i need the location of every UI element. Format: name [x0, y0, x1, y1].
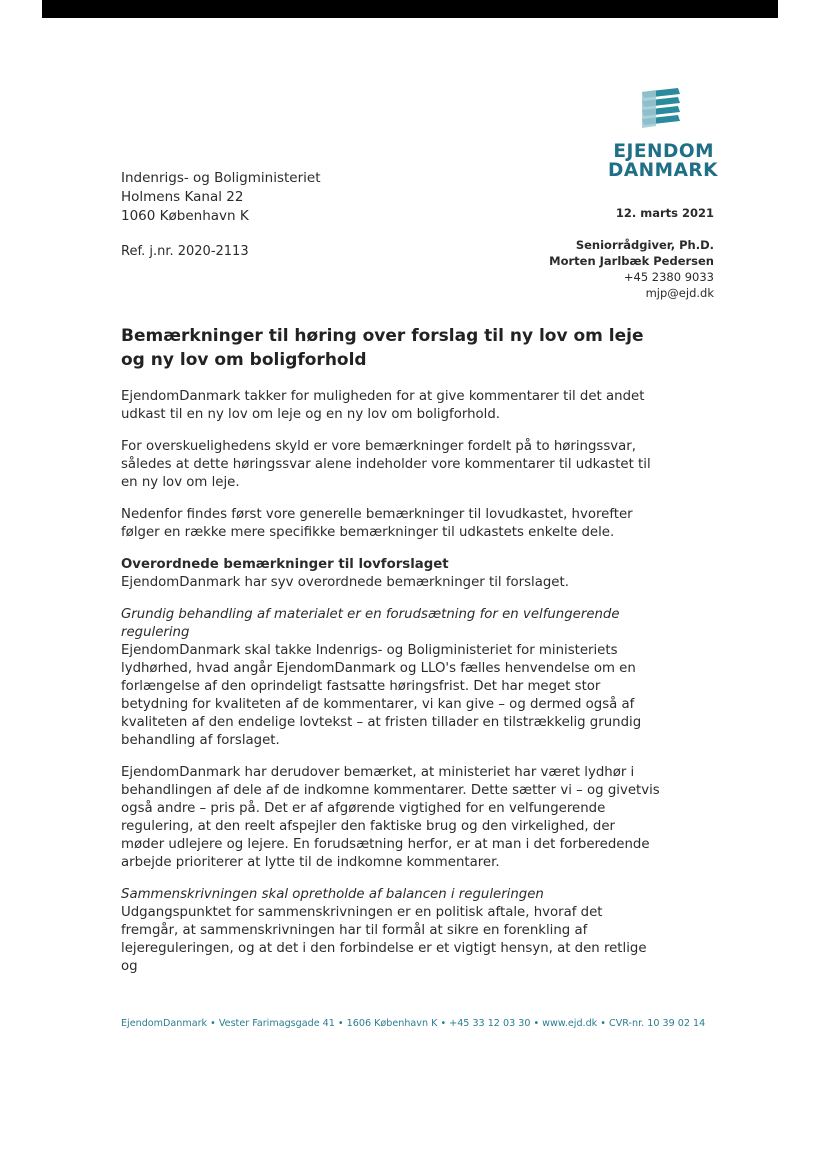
recipient-city: 1060 København K: [121, 208, 249, 224]
sender-email: mjp@ejd.dk: [645, 286, 714, 300]
letter-date: 12. marts 2021: [615, 206, 714, 220]
subsection-2: [121, 886, 661, 976]
recipient-name: Indenrigs- og Boligministeriet: [121, 170, 321, 186]
recipient-street: Holmens Kanal 22: [121, 189, 244, 205]
scan-top-bar: [42, 0, 778, 18]
letter-footer: EjendomDanmark • Vester Farimagsgade 41 • 1606 København K • +45 33 12 03 30 • www.ejd.dk • CVR-nr. 10 39 02 14: [121, 1018, 706, 1029]
sender-phone: +45 2380 9033: [623, 270, 714, 284]
intro-paragraph-3: Nedenfor findes først vore generelle bemærkninger til lovudkastet, hvorefter følger en række mere specifikke bemærkninger til udkastets enkelte dele.: [121, 507, 633, 540]
subsection-2-heading: Sammenskrivningen skal opretholde af balancen i reguleringen: [121, 887, 544, 902]
logo-wordmark: [608, 141, 718, 181]
subsection-1-heading: Grundig behandling af materialet er en forudsætning for en velfungerende regulering: [121, 607, 620, 640]
section-1-heading: Overordnede bemærkninger til lovforslaget: [121, 557, 449, 572]
subsection-1-paragraph-1: EjendomDanmark skal takke Indenrigs- og Boligministeriet for ministeriets lydhørhed, hvad angår EjendomDanmark og LLO's fælles henvendelse om en forlængelse af den oprindeligt fastsatte høringsfrist. Det har meget stor betydning for kvaliteten af de kommentarer, vi kan give – og dermed også af kvaliteten af den endelige lovtekst – at fristen tillader en tilstrækkelig grundig behandling af forslaget.: [121, 643, 642, 748]
section-1: [121, 556, 661, 592]
subsection-1-paragraph-2: EjendomDanmark har derudover bemærket, at ministeriet har været lydhør i behandlingen af dele af de indkomne kommentarer. Dette sætter vi – og givetvis også andre – pris på. Det er af afgørende vigtighed for en velfungerende regulering, at den reelt afspejler den faktiske brug og den virkelighed, der møder udlejere og lejere. En forudsætning herfor, er at man i det forberedende arbejde prioriterer at lytte til de indkomne kommentarer.: [121, 765, 660, 870]
subsection-2-paragraph-1: Udgangspunktet for sammenskrivningen er en politisk aftale, hvoraf det fremgår, at sammenskrivningen har til formål at sikre en forenkling af lejereguleringen, og at det i den forbindelse er et vigtigt hensyn, at den retlige og: [121, 905, 647, 974]
sender-name: Morten Jarlbæk Pedersen: [549, 254, 714, 268]
document-title: Bemærkninger til høring over forslag til ny lov om leje og ny lov om boligforhold: [121, 326, 644, 370]
logo-line-2: DANMARK: [608, 160, 718, 181]
stacked-blocks-logo-icon: [638, 86, 684, 132]
subsection-1: [121, 606, 661, 750]
sender-block: [549, 237, 714, 301]
section-1-text: EjendomDanmark har syv overordnede bemærkninger til forslaget.: [121, 575, 569, 590]
intro-paragraph-2: For overskuelighedens skyld er vore bemærkninger fordelt på to høringssvar, således at dette høringssvar alene indeholder vore kommentarer til udkastet til en ny lov om leje.: [121, 439, 651, 490]
sender-title: Seniorrådgiver, Ph.D.: [575, 238, 714, 252]
intro-paragraph-1: EjendomDanmark takker for muligheden for at give kommentarer til det andet udkast til en ny lov om leje og en ny lov om boligforhold.: [121, 389, 645, 422]
logo-line-1: EJENDOM: [613, 141, 714, 162]
letter-body: [121, 324, 661, 990]
reference-number: Ref. j.nr. 2020-2113: [121, 244, 249, 259]
recipient-address: [121, 169, 321, 226]
